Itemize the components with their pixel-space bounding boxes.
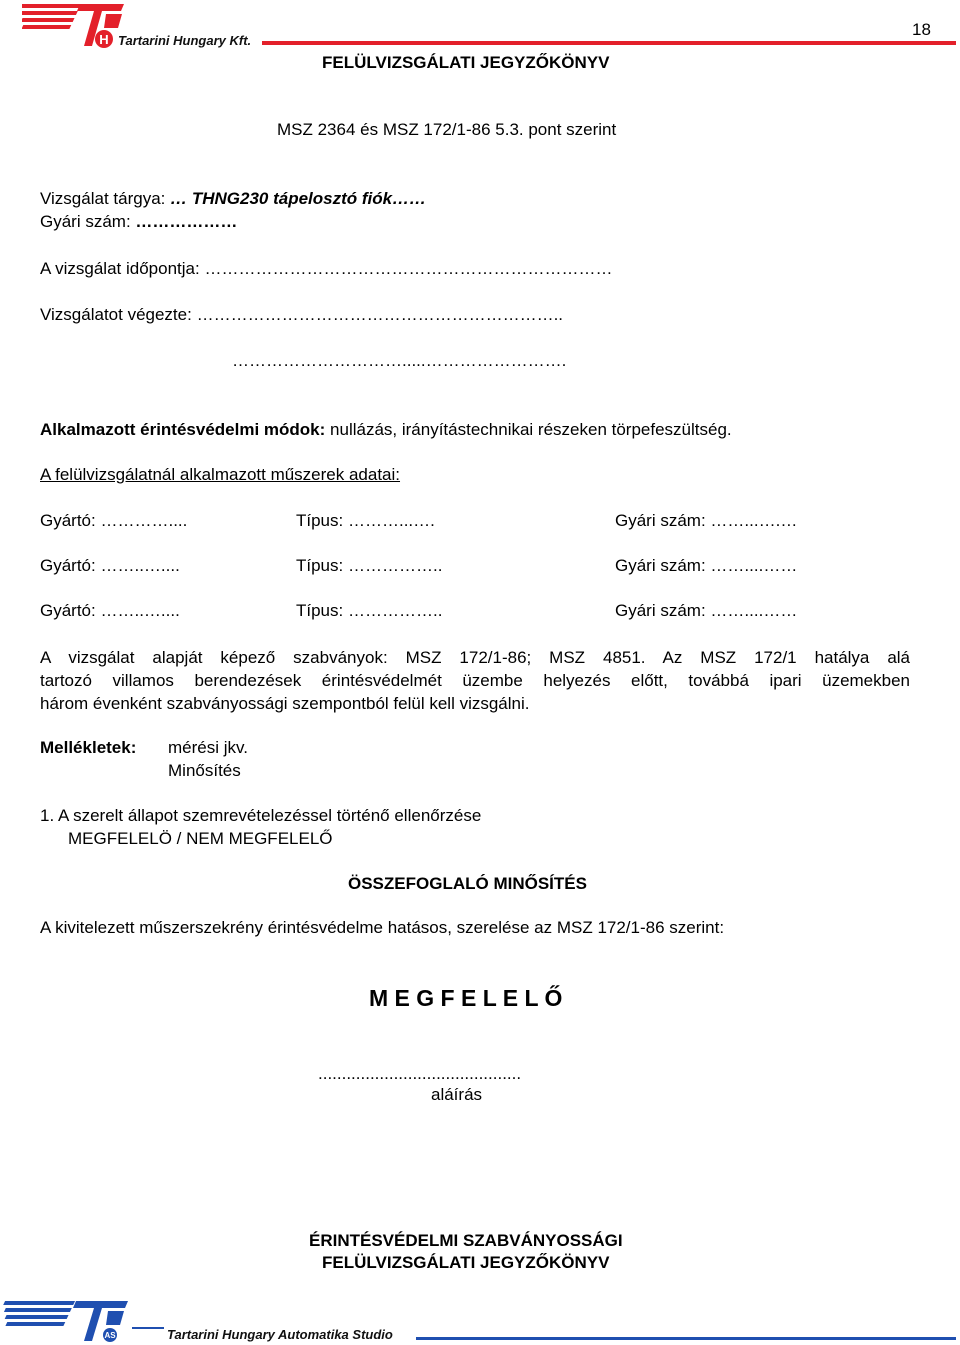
serial-label: Gyári szám: bbox=[40, 212, 131, 231]
subject-row bbox=[40, 189, 426, 209]
standards-line: tartozó villamos berendezések érintésvédelmét üzembe helyezés előtt, továbbá ipari üzemekben bbox=[40, 671, 910, 690]
type-label: Típus: bbox=[296, 511, 344, 530]
maker-label: Gyártó: bbox=[40, 511, 96, 530]
instrument-serial-label: Gyári szám: bbox=[615, 511, 706, 530]
subject-label: Vizsgálat tárgya: bbox=[40, 189, 166, 208]
instrument-serial-label: Gyári szám: bbox=[615, 556, 706, 575]
footer-logo bbox=[2, 1299, 132, 1343]
examiner-row bbox=[40, 305, 563, 325]
footer-divider bbox=[132, 1327, 164, 1329]
standards-paragraph bbox=[40, 646, 910, 715]
document-subtitle: MSZ 2364 és MSZ 172/1-86 5.3. pont szerint bbox=[277, 120, 617, 139]
examiner-continuation: ………………………….....……………………. bbox=[232, 351, 567, 370]
protection-label: Alkalmazott érintésvédelmi módok: bbox=[40, 420, 326, 439]
footer-title-line: FELÜLVIZSGÁLATI JEGYZŐKÖNYV bbox=[322, 1253, 610, 1272]
check-result: MEGFELELÖ / NEM MEGFELELŐ bbox=[68, 829, 333, 848]
maker-value: ……..….... bbox=[100, 556, 180, 575]
summary-heading: ÖSSZEFOGLALÓ MINŐSÍTÉS bbox=[348, 874, 587, 893]
attachment-item: Minősítés bbox=[168, 761, 241, 780]
attachment-item: mérési jkv. bbox=[168, 738, 248, 757]
type-label: Típus: bbox=[296, 556, 344, 575]
document-title: FELÜLVIZSGÁLATI JEGYZŐKÖNYV bbox=[322, 53, 610, 72]
page-number: 18 bbox=[912, 20, 931, 39]
attachments-label: Mellékletek: bbox=[40, 738, 137, 757]
header-divider bbox=[262, 41, 956, 45]
protection-value: nullázás, irányítástechnikai részeken törpefeszültség. bbox=[330, 420, 732, 439]
verdict: M E G F E L E L Ő bbox=[369, 985, 563, 1011]
instrument-serial-label: Gyári szám: bbox=[615, 601, 706, 620]
serial-value: ……………… bbox=[135, 212, 238, 231]
type-value: ………...…. bbox=[347, 511, 435, 530]
instrument-serial-value: ……...….… bbox=[710, 511, 798, 530]
date-label: A vizsgálat időpontja: bbox=[40, 259, 200, 278]
serial-row bbox=[40, 212, 237, 232]
examiner-value: ……………………………………………………….. bbox=[196, 305, 564, 324]
header-company: Tartarini Hungary Kft. bbox=[118, 33, 252, 48]
maker-value: ………….... bbox=[100, 511, 188, 530]
instrument-serial-value: ……....…… bbox=[710, 556, 798, 575]
date-row bbox=[40, 259, 612, 279]
check-heading: 1. A szerelt állapot szemrevételezéssel történő ellenőrzése bbox=[40, 806, 482, 825]
maker-value: ……..….... bbox=[100, 601, 180, 620]
type-value: …………….. bbox=[347, 556, 443, 575]
type-value: …………….. bbox=[347, 601, 443, 620]
maker-label: Gyártó: bbox=[40, 601, 96, 620]
standards-line: A vizsgálat alapját képező szabványok: MSZ 172/1-86; MSZ 4851. Az MSZ 172/1 hatálya alá bbox=[40, 648, 910, 667]
standards-line: három évenként szabványossági szempontból felül kell vizsgálni. bbox=[40, 694, 530, 713]
subject-value: … THNG230 tápelosztó fiók…… bbox=[170, 189, 427, 208]
footer-title-line: ÉRINTÉSVÉDELMI SZABVÁNYOSSÁGI bbox=[309, 1231, 623, 1250]
signature-label: aláírás bbox=[431, 1085, 483, 1104]
type-label: Típus: bbox=[296, 601, 344, 620]
footer-logo-letters: AS bbox=[104, 1331, 116, 1340]
footer-company: Tartarini Hungary Automatika Studio bbox=[167, 1327, 393, 1342]
examiner-label: Vizsgálatot végezte: bbox=[40, 305, 192, 324]
protection-row bbox=[40, 420, 732, 440]
maker-label: Gyártó: bbox=[40, 556, 96, 575]
company-logo bbox=[22, 2, 130, 50]
logo-letter: H bbox=[99, 32, 109, 47]
date-value: ……………………………………………………………… bbox=[204, 259, 613, 278]
instrument-serial-value: ……....…… bbox=[710, 601, 798, 620]
footer-divider bbox=[416, 1337, 956, 1340]
signature-line: ........................................... bbox=[318, 1064, 522, 1083]
summary-text: A kivitelezett műszerszekrény érintésvédelme hatásos, szerelése az MSZ 172/1-86 szerint: bbox=[40, 918, 725, 937]
instruments-heading: A felülvizsgálatnál alkalmazott műszerek adatai: bbox=[40, 465, 401, 484]
